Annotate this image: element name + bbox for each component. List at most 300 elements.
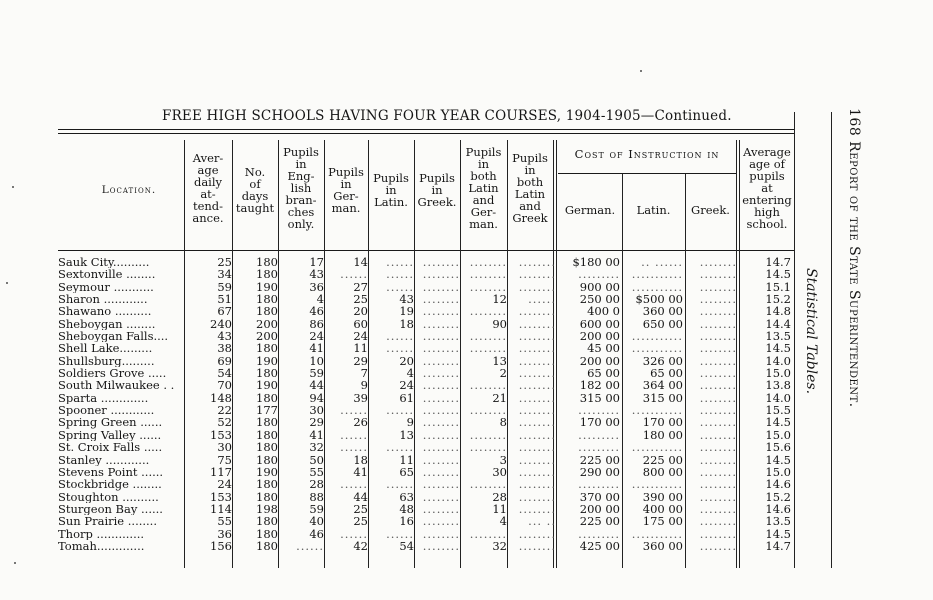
cell-ger: 42 <box>353 539 368 553</box>
cell-days: 180 <box>256 391 278 405</box>
cell-days: 198 <box>256 502 278 516</box>
cell-cg: 600 00 <box>579 317 620 331</box>
cell-ger: 25 <box>353 293 368 306</box>
cell-days: 190 <box>256 379 278 392</box>
cell-ck: ........ <box>699 404 737 417</box>
margin-rule <box>831 112 832 568</box>
cell-cl: 364 00 <box>642 379 683 392</box>
header-latin: Pupils in Latin. <box>373 171 409 209</box>
cell-att: 75 <box>217 453 232 466</box>
cell-cl: 390 00 <box>642 490 683 503</box>
cell-cl: 360 00 <box>642 305 683 318</box>
table-row <box>58 379 793 391</box>
cell-eng: 44 <box>309 379 324 392</box>
cell-lat: 11 <box>399 453 414 466</box>
cell-cl: 326 00 <box>642 354 683 368</box>
cell-cg: 200 00 <box>579 502 620 516</box>
cell-days: 190 <box>256 280 278 294</box>
cell-age: 14.8 <box>765 305 791 318</box>
cell-cl: 800 00 <box>642 465 683 479</box>
cell-cg: 370 00 <box>579 490 620 503</box>
cell-eng: 41 <box>309 342 324 355</box>
header-german: Pupils in Ger- man. <box>328 165 364 215</box>
header-bottom-rule <box>58 250 794 251</box>
cell-eng: 94 <box>309 391 324 405</box>
table-row <box>58 293 793 305</box>
cell-days: 200 <box>256 317 278 331</box>
cell-grk: ........ <box>422 354 460 368</box>
cell-lgk: ........ <box>518 428 556 442</box>
cell-days: 180 <box>256 490 278 503</box>
cell-eng: 36 <box>309 280 324 294</box>
cell-att: 36 <box>217 527 232 540</box>
cell-loc: Shullsburg......... <box>58 354 155 368</box>
cell-att: 153 <box>210 428 232 442</box>
cell-att: 114 <box>210 502 232 516</box>
cell-att: 59 <box>217 280 232 294</box>
cell-cl: 650 00 <box>642 317 683 331</box>
cell-cg: 400 0 <box>587 305 620 318</box>
cell-lg: ........ <box>469 280 507 294</box>
cell-lgk: ........ <box>518 441 556 454</box>
cell-lgk: ........ <box>518 330 556 343</box>
table-row <box>58 540 793 552</box>
cell-ck: ........ <box>699 391 737 405</box>
cell-lat: 13 <box>399 428 414 442</box>
cell-age: 14.4 <box>765 317 791 331</box>
cell-loc: Sextonville ........ <box>58 268 156 281</box>
cell-grk: ........ <box>422 268 460 281</box>
top-rule <box>58 129 794 130</box>
table-row <box>58 441 793 453</box>
cell-lg: 21 <box>492 391 507 405</box>
cell-att: 69 <box>217 354 232 368</box>
cell-age: 15.6 <box>765 441 791 454</box>
cell-days: 180 <box>256 527 278 540</box>
cell-grk: ........ <box>422 428 460 442</box>
cell-ger: 39 <box>353 391 368 405</box>
cell-lat: ...... <box>386 268 414 281</box>
cell-grk: ........ <box>422 305 460 318</box>
table-row <box>58 355 793 367</box>
cell-ger: 7 <box>360 367 368 380</box>
cell-lat: 61 <box>399 391 414 405</box>
cell-ger: 41 <box>353 465 368 479</box>
cell-cl: $500 00 <box>635 293 683 306</box>
cell-lgk: ........ <box>518 280 556 294</box>
cell-cl: 170 00 <box>642 416 683 429</box>
cell-lg: 90 <box>492 317 507 331</box>
cell-lg: ........ <box>469 305 507 318</box>
cell-lg: ........ <box>469 428 507 442</box>
cell-grk: ........ <box>422 465 460 479</box>
cell-cg: 45 00 <box>587 342 620 355</box>
cell-loc: Sturgeon Bay ...... <box>58 502 163 516</box>
cell-ck: ........ <box>699 367 737 380</box>
cell-cg: ......... <box>578 404 620 417</box>
cell-days: 180 <box>256 342 278 355</box>
cell-eng: 43 <box>309 268 324 281</box>
cell-loc: St. Croix Falls ..... <box>58 441 163 454</box>
cell-eng: 59 <box>309 502 324 516</box>
cell-days: 180 <box>256 428 278 442</box>
running-header: 168 Report of the State Superintendent. <box>846 108 862 408</box>
cell-loc: Sharon ............ <box>58 293 148 306</box>
page-title: FREE HIGH SCHOOLS HAVING FOUR YEAR COURSES, 1904-1905—Continued. <box>162 108 732 124</box>
cell-days: 180 <box>256 539 278 553</box>
cell-lg: 32 <box>492 539 507 553</box>
cell-eng: 29 <box>309 416 324 429</box>
cell-cl: ........... <box>631 404 683 417</box>
cell-loc: Stockbridge ........ <box>58 478 162 491</box>
cell-cl: ........... <box>631 280 683 294</box>
cell-eng: 24 <box>309 330 324 343</box>
cell-age: 13.5 <box>765 515 791 528</box>
cell-att: 70 <box>217 379 232 392</box>
cell-att: 22 <box>217 404 232 417</box>
cell-eng: 30 <box>309 404 324 417</box>
cell-days: 180 <box>256 453 278 466</box>
cell-eng: 46 <box>309 305 324 318</box>
header-location: Location. <box>101 184 157 196</box>
cell-lat: 43 <box>399 293 414 306</box>
cell-lgk: ........ <box>518 527 556 540</box>
cell-days: 190 <box>256 465 278 479</box>
scan-speck <box>6 282 8 284</box>
cell-att: 34 <box>217 268 232 281</box>
cell-eng: 86 <box>309 317 324 331</box>
cell-lgk: ........ <box>518 379 556 392</box>
cell-lat: ...... <box>386 280 414 294</box>
cell-grk: ........ <box>422 317 460 331</box>
cell-lg: ........ <box>469 404 507 417</box>
cell-grk: ........ <box>422 539 460 553</box>
cell-ger: 44 <box>353 490 368 503</box>
cell-lg: 28 <box>492 490 507 503</box>
table-row <box>58 392 793 404</box>
header-cost-greek: Greek. <box>691 203 730 217</box>
cell-age: 14.5 <box>765 342 791 355</box>
cell-lg: 13 <box>492 354 507 368</box>
cell-cg: 290 00 <box>579 465 620 479</box>
header-cost-latin: Latin. <box>636 203 671 217</box>
cell-days: 180 <box>256 293 278 306</box>
cell-cl: ........... <box>631 330 683 343</box>
cell-lg: ........ <box>469 256 507 269</box>
cell-lg: ........ <box>469 379 507 392</box>
cell-days: 180 <box>256 478 278 491</box>
cell-cg: 65 00 <box>587 367 620 380</box>
cell-ck: ........ <box>699 453 737 466</box>
table-row <box>58 367 793 379</box>
table-row <box>58 416 793 428</box>
header-cost-group: Cost of Instruction in <box>574 147 720 161</box>
cell-grk: ........ <box>422 441 460 454</box>
header-latin-greek: Pupils in both Latin and Greek <box>512 151 548 225</box>
cell-lat: 19 <box>399 305 414 318</box>
cell-lat: 24 <box>399 379 414 392</box>
table-row <box>58 281 793 293</box>
data-table <box>58 256 793 552</box>
cell-age: 14.6 <box>765 502 791 516</box>
cell-loc: Seymour ........... <box>58 280 154 294</box>
cell-loc: Stoughton .......... <box>58 490 159 503</box>
cell-lgk: ........ <box>518 453 556 466</box>
cell-loc: Stanley ............ <box>58 453 150 466</box>
cell-eng: ...... <box>296 539 324 553</box>
cell-age: 14.7 <box>765 256 791 269</box>
cell-lgk: ........ <box>518 268 556 281</box>
cell-ger: ...... <box>340 441 368 454</box>
header-attendance: Aver- age daily at- tend- ance. <box>192 151 224 225</box>
cell-cl: 65 00 <box>650 367 683 380</box>
cell-age: 15.2 <box>765 490 791 503</box>
table-row <box>58 478 793 490</box>
cell-lgk: ........ <box>518 317 556 331</box>
cell-lg: 3 <box>499 453 507 466</box>
cell-cl: ........... <box>631 527 683 540</box>
cell-ck: ........ <box>699 478 737 491</box>
cell-days: 180 <box>256 367 278 380</box>
cell-att: 43 <box>217 330 232 343</box>
cell-lg: 30 <box>492 465 507 479</box>
cell-lat: ...... <box>386 478 414 491</box>
cell-cg: 900 00 <box>579 280 620 294</box>
table-row <box>58 491 793 503</box>
cell-eng: 55 <box>309 465 324 479</box>
cell-age: 14.5 <box>765 527 791 540</box>
cell-ger: ...... <box>340 478 368 491</box>
cell-ger: 26 <box>353 416 368 429</box>
table-row <box>58 305 793 317</box>
cell-cl: ........... <box>631 342 683 355</box>
cell-ck: ........ <box>699 539 737 553</box>
cell-lgk: ........ <box>518 539 556 553</box>
cell-grk: ........ <box>422 367 460 380</box>
cell-lat: 54 <box>399 539 414 553</box>
cell-ck: ........ <box>699 441 737 454</box>
table-row <box>58 454 793 466</box>
scan-speck <box>640 70 642 72</box>
cell-age: 14.6 <box>765 478 791 491</box>
cell-eng: 59 <box>309 367 324 380</box>
cell-cg: 225 00 <box>579 515 620 528</box>
cell-ck: ........ <box>699 527 737 540</box>
scan-speck <box>14 562 16 564</box>
table-row <box>58 429 793 441</box>
header-english: Pupils in Eng- lish bran- ches only. <box>283 145 319 231</box>
cell-grk: ........ <box>422 478 460 491</box>
cell-ger: 9 <box>360 379 368 392</box>
cell-lat: ...... <box>386 527 414 540</box>
cell-lg: ........ <box>469 478 507 491</box>
cell-ger: 27 <box>353 280 368 294</box>
cell-lgk: ........ <box>518 490 556 503</box>
cell-lat: ...... <box>386 342 414 355</box>
cell-eng: 88 <box>309 490 324 503</box>
cell-age: 15.0 <box>765 465 791 479</box>
cell-grk: ........ <box>422 502 460 516</box>
cell-att: 117 <box>210 465 232 479</box>
header-cost-german: German. <box>564 203 616 217</box>
cell-lat: 9 <box>406 416 414 429</box>
cell-grk: ........ <box>422 379 460 392</box>
cell-lg: ........ <box>469 527 507 540</box>
cell-age: 14.5 <box>765 453 791 466</box>
cell-eng: 10 <box>309 354 324 368</box>
cell-lgk: ........ <box>518 465 556 479</box>
cell-lat: 20 <box>399 354 414 368</box>
cell-age: 15.5 <box>765 404 791 417</box>
cell-lgk: ........ <box>518 404 556 417</box>
cell-loc: Sun Prairie ........ <box>58 515 157 528</box>
cell-ck: ........ <box>699 416 737 429</box>
cell-days: 180 <box>256 268 278 281</box>
cell-cg: 200 00 <box>579 330 620 343</box>
cell-grk: ........ <box>422 256 460 269</box>
cell-lat: 48 <box>399 502 414 516</box>
cell-cg: ......... <box>578 428 620 442</box>
cell-ck: ........ <box>699 379 737 392</box>
cell-days: 180 <box>256 515 278 528</box>
cell-att: 52 <box>217 416 232 429</box>
scan-speck <box>12 186 14 188</box>
cell-grk: ........ <box>422 490 460 503</box>
cell-grk: ........ <box>422 342 460 355</box>
cell-lat: 4 <box>406 367 414 380</box>
cell-days: 180 <box>256 441 278 454</box>
cell-att: 38 <box>217 342 232 355</box>
cell-grk: ........ <box>422 293 460 306</box>
cell-ck: ........ <box>699 305 737 318</box>
cell-ck: ........ <box>699 317 737 331</box>
cell-att: 25 <box>217 256 232 269</box>
cell-lat: ...... <box>386 256 414 269</box>
cell-eng: 32 <box>309 441 324 454</box>
cell-loc: Spring Valley ...... <box>58 428 162 442</box>
cell-cl: 180 00 <box>642 428 683 442</box>
cell-ck: ........ <box>699 428 737 442</box>
right-border-rule <box>794 112 795 568</box>
cell-att: 148 <box>210 391 232 405</box>
cell-days: 177 <box>256 404 278 417</box>
cell-loc: Spooner ............ <box>58 404 155 417</box>
cell-lat: 63 <box>399 490 414 503</box>
cell-ck: ........ <box>699 342 737 355</box>
cell-ck: ........ <box>699 354 737 368</box>
cell-ger: 11 <box>353 342 368 355</box>
cell-ck: ........ <box>699 490 737 503</box>
cell-eng: 46 <box>309 527 324 540</box>
cell-lg: 12 <box>492 293 507 306</box>
cell-lgk: ........ <box>518 354 556 368</box>
cell-cg: 425 00 <box>579 539 620 553</box>
cell-cg: 200 00 <box>579 354 620 368</box>
cell-age: 14.7 <box>765 539 791 553</box>
table-row <box>58 318 793 330</box>
cell-cg: 250 00 <box>579 293 620 306</box>
table-row <box>58 256 793 268</box>
cell-ger: 14 <box>353 256 368 269</box>
table-row <box>58 466 793 478</box>
cell-eng: 41 <box>309 428 324 442</box>
table-row <box>58 342 793 354</box>
cell-age: 13.8 <box>765 379 791 392</box>
cell-lat: 18 <box>399 317 414 331</box>
cell-lat: ...... <box>386 330 414 343</box>
cell-loc: Soldiers Grove ..... <box>58 367 167 380</box>
cell-eng: 40 <box>309 515 324 528</box>
cell-ger: ...... <box>340 428 368 442</box>
cell-lgk: ........ <box>518 416 556 429</box>
cell-lat: ...... <box>386 441 414 454</box>
cell-cl: ........... <box>631 441 683 454</box>
cell-lat: 65 <box>399 465 414 479</box>
cell-att: 55 <box>217 515 232 528</box>
cell-grk: ........ <box>422 416 460 429</box>
cell-grk: ........ <box>422 330 460 343</box>
header-age: Average age of pupils at entering high school. <box>742 145 792 231</box>
cell-ck: ........ <box>699 256 737 269</box>
cell-grk: ........ <box>422 404 460 417</box>
cell-ck: ........ <box>699 280 737 294</box>
cell-ger: 18 <box>353 453 368 466</box>
cell-att: 153 <box>210 490 232 503</box>
cell-lgk: ........ <box>518 502 556 516</box>
cell-days: 180 <box>256 305 278 318</box>
cell-days: 190 <box>256 354 278 368</box>
cell-age: 15.2 <box>765 293 791 306</box>
cell-age: 14.0 <box>765 391 791 405</box>
cell-ger: 20 <box>353 305 368 318</box>
cell-lgk: ........ <box>518 256 556 269</box>
cell-days: 200 <box>256 330 278 343</box>
cell-eng: 50 <box>309 453 324 466</box>
cell-lg: ........ <box>469 330 507 343</box>
cost-group-rule <box>558 173 736 174</box>
cell-cg: 182 00 <box>579 379 620 392</box>
cell-age: 13.5 <box>765 330 791 343</box>
cell-lgk: ........ <box>518 367 556 380</box>
cell-ger: ...... <box>340 527 368 540</box>
cell-ck: ........ <box>699 268 737 281</box>
cell-lg: 8 <box>499 416 507 429</box>
cell-eng: 28 <box>309 478 324 491</box>
header-greek: Pupils in Greek. <box>417 171 457 209</box>
cell-eng: 17 <box>309 256 324 269</box>
table-row <box>58 330 793 342</box>
cell-lat: 16 <box>399 515 414 528</box>
cell-lgk: ........ <box>518 342 556 355</box>
cell-cl: 175 00 <box>642 515 683 528</box>
table-row <box>58 515 793 527</box>
cell-loc: South Milwaukee . . <box>58 379 175 392</box>
cell-days: 180 <box>256 256 278 269</box>
cell-cg: 170 00 <box>579 416 620 429</box>
cell-att: 30 <box>217 441 232 454</box>
cell-lg: ........ <box>469 342 507 355</box>
table-row <box>58 404 793 416</box>
cell-loc: Sheboygan Falls.... <box>58 330 169 343</box>
cell-ger: ...... <box>340 268 368 281</box>
cell-age: 15.0 <box>765 367 791 380</box>
cell-cg: ......... <box>578 527 620 540</box>
cell-ck: ........ <box>699 293 737 306</box>
cell-cg: ......... <box>578 268 620 281</box>
cell-lgk: ...... <box>528 293 556 306</box>
cell-cg: 225 00 <box>579 453 620 466</box>
cell-cl: 360 00 <box>642 539 683 553</box>
